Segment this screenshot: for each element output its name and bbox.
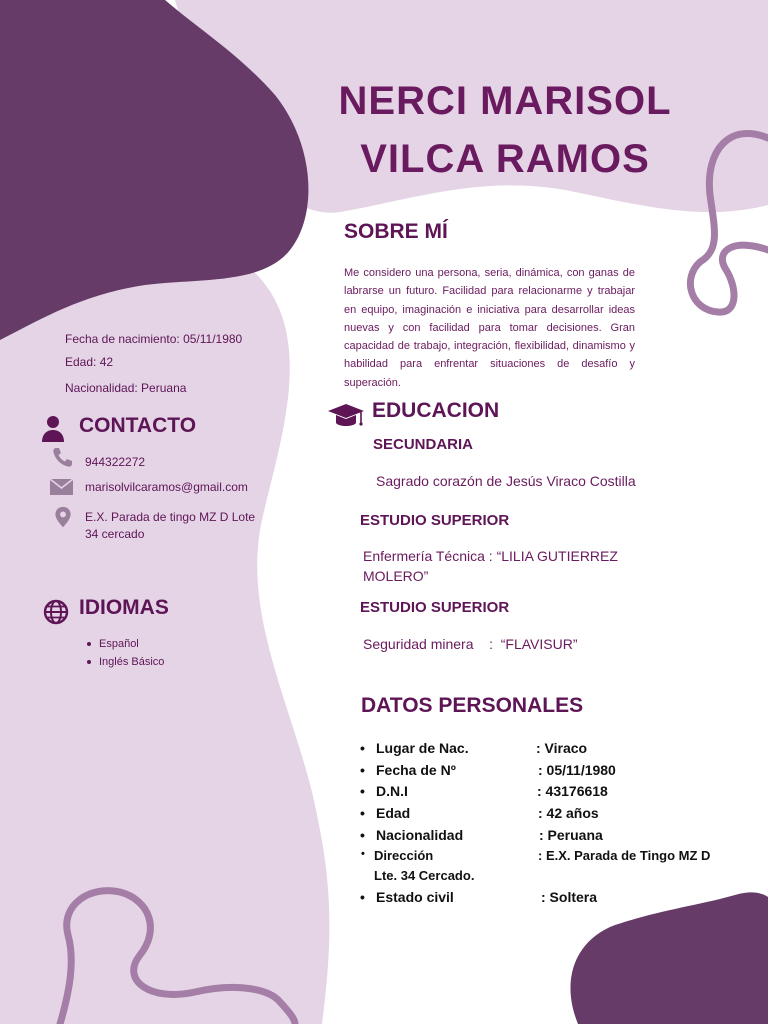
datos-label: Dirección [374, 848, 434, 863]
datos-label: Estado civil [376, 889, 454, 905]
datos-label: Edad [376, 805, 411, 821]
estudio-superior-text-2: Seguridad minera : “FLAVISUR” [363, 636, 578, 652]
contacto-heading: CONTACTO [79, 414, 197, 437]
address-text [85, 509, 255, 543]
datos-value: : Viraco [536, 740, 588, 756]
address-line-1: E.X. Parada de tingo MZ D Lote [85, 510, 256, 524]
sobre-mi-heading: SOBRE MÍ [344, 220, 448, 243]
age-text: Edad: 42 [65, 355, 114, 369]
birth-date-text: Fecha de nacimiento: 05/11/1980 [65, 332, 243, 346]
name-line-2: VILCA RAMOS [360, 137, 650, 181]
language-label: Español [99, 638, 139, 650]
language-label: Inglés Básico [99, 656, 165, 668]
address-line-2: 34 cercado [85, 527, 145, 541]
datos-label: D.N.I [376, 783, 408, 799]
bottom-right-dark-blob [570, 892, 768, 1024]
phone-icon [51, 446, 73, 468]
full-name [300, 72, 710, 188]
graduation-cap-icon [327, 403, 365, 431]
datos-label: Lugar de Nac. [376, 740, 469, 756]
email-address[interactable]: marisolvilcaramos@gmail.com [85, 480, 248, 494]
estudio-superior-text-1 [363, 546, 663, 586]
envelope-icon [49, 476, 74, 498]
datos-label: Lte. 34 Cercado. [374, 868, 475, 883]
location-pin-icon [52, 506, 74, 528]
secundaria-text: Sagrado corazón de Jesús Viraco Costilla [376, 473, 636, 489]
estudio-superior-line-2: MOLERO” [363, 568, 429, 584]
estudio-superior-line-1: Enfermería Técnica : “LILIA GUTIERREZ [363, 548, 618, 564]
language-item [87, 638, 139, 650]
secundaria-label: SECUNDARIA [373, 436, 474, 453]
language-item [87, 656, 164, 668]
datos-value: : E.X. Parada de Tingo MZ D [538, 848, 711, 863]
datos-value: : Soltera [541, 889, 598, 905]
datos-value: : 42 años [538, 805, 599, 821]
estudio-superior-label-2: ESTUDIO SUPERIOR [360, 599, 510, 616]
name-line-1: NERCI MARISOL [338, 79, 672, 123]
educacion-heading: EDUCACION [372, 399, 500, 422]
left-blob [0, 266, 329, 1024]
idiomas-heading: IDIOMAS [79, 596, 169, 619]
sobre-mi-text: Me considero una persona, seria, dinámica, con ganas de labrarse un futuro. Facilidad para relacionarme y trabajar en equipo, imaginación e iniciativa para desarrollar ideas nuevas y con facilidad para tomar decisiones. Gran capacidad de trabajo, integración, flexibilidad, dinamismo y habilidad para enfrentar situaciones de desafío y superación. [344, 267, 635, 389]
datos-label: Fecha de Nº [376, 762, 456, 778]
phone-number[interactable]: 944322272 [85, 455, 146, 469]
datos-label: Nacionalidad [376, 827, 464, 843]
datos-value: : Peruana [539, 827, 603, 843]
datos-value: : 05/11/1980 [538, 762, 616, 778]
datos-personales-heading: DATOS PERSONALES [361, 694, 584, 717]
person-icon [40, 414, 66, 442]
estudio-superior-label-1: ESTUDIO SUPERIOR [360, 512, 510, 529]
nationality-text: Nacionalidad: Peruana [65, 381, 187, 395]
globe-icon [43, 599, 69, 625]
resume-page: NERCI MARISOL VILCA RAMOS SOBRE MÍ Me considero una persona, seria, dinámica, con ganas de labrarse un futuro. Facilidad para relacionarme y trabajar en equipo, imaginación e iniciativa para desarrollar ideas nuevas y con facilidad para tomar decisiones. Gran capacidad de trabajo, integración, flexibilidad, dinamismo y habilidad para enfrentar situaciones de desafío y superación. Fecha de nacimiento: 05/11/1980 Edad: 42 Nacionalidad: Peruana CONTACTO 944322272 marisolvilcaramos@gmail.com E.X. Parada de tingo MZ D Lote 34 cercado IDIOMAS Español Inglés Básico EDUCACION SECUNDARIA Sagrado corazón de Jesús Viraco Costilla ESTUDIO SUPERIOR Enfermería Técnica : “LILIA GUTIERREZ MOLERO” ESTUDIO SUPERIOR Seguridad minera : “FLAVISUR” DATOS PERSONALES • Lugar de Nac. : Viraco • Fecha de Nº : 05/11/1980 • D.N.I : 43176618 • Edad : 42 años • Nacionalidad : Peruana • Dirección : E.X. Parada de Tingo MZ D Lte. 34 Cercado. • Estado civil : Soltera [0, 0, 768, 1024]
datos-value: : 43176618 [537, 783, 608, 799]
